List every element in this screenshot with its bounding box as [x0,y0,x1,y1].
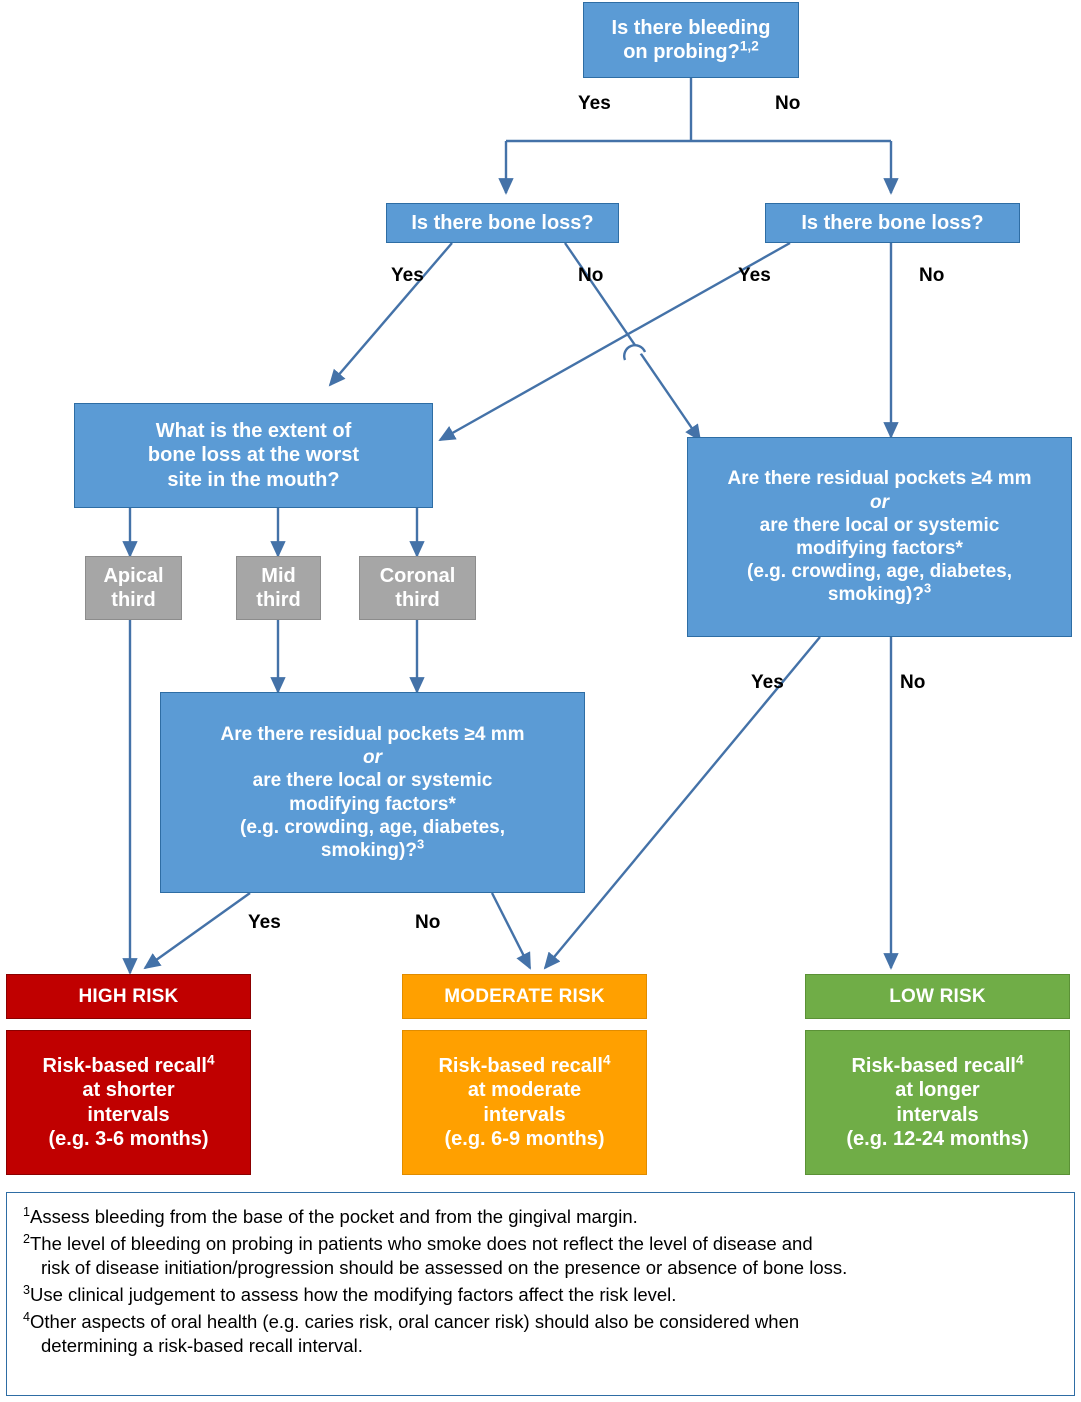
node-residual-pockets-left [160,692,585,893]
footnote-text: Assess bleeding from the base of the pocket and from the gingival margin. [30,1206,638,1227]
badge-high-risk [6,974,251,1019]
node-text: Is there bone loss? [411,211,594,234]
node-text: (e.g. crowding, age, diabetes, [747,561,1012,583]
node-text: (e.g. 12-24 months) [846,1127,1029,1150]
footnote-text: The level of bleeding on probing in patients who smoke does not reflect the level of disease and [30,1233,813,1255]
edge-label-left-bone-no: No [578,265,604,286]
node-bleeding-on-probing [583,2,799,78]
node-text: (e.g. 6-9 months) [444,1127,605,1150]
edge-label-right-bone-no: No [919,265,945,286]
node-coronal-third [359,556,476,620]
node-text: on probing? [623,41,740,63]
footnote-text: Use clinical judgement to assess how the modifying factors affect the risk level. [30,1284,677,1306]
footnote-text-continued: determining a risk-based recall interval. [41,1335,363,1357]
footnote-ref: 3 [923,581,932,597]
node-text: intervals [87,1103,170,1126]
node-text: third [395,589,440,611]
edge-label-bleeding-yes: Yes [578,93,611,114]
footnote-marker: 1 [23,1204,30,1219]
footnote-text-continued: risk of disease initiation/progression should be assessed on the presence or absence of bone loss. [41,1257,848,1279]
node-text: intervals [483,1103,566,1126]
node-text: smoking)? [827,584,924,606]
node-text: What is the extent of [155,419,352,442]
badge-moderate-risk [402,974,647,1019]
node-text: Risk-based recall [42,1054,207,1077]
node-text: LOW RISK [889,985,986,1007]
node-bone-loss-right [765,203,1020,243]
footnote-marker: 2 [23,1231,30,1246]
node-text: Are there residual pockets ≥4 mm [727,468,1032,490]
box-high-risk-recall [6,1030,251,1175]
edge-label-bleeding-no: No [775,93,801,114]
node-text: Mid [261,564,296,587]
node-text: Apical [103,564,164,587]
node-text: at longer [895,1079,980,1102]
footnote-1 [23,1205,1058,1229]
node-text: Risk-based recall [851,1054,1016,1077]
edge-label-left-bone-yes: Yes [391,265,424,286]
footnote-4 [23,1310,1058,1358]
node-bone-loss-left [386,203,619,243]
node-residual-pockets-right [687,437,1072,637]
edge-label-pockets-left-yes: Yes [248,912,281,933]
node-text: HIGH RISK [78,985,179,1007]
node-extent-of-bone-loss [74,403,433,508]
footnote-ref: 4 [602,1052,611,1068]
node-text: at moderate [467,1079,582,1102]
footnote-ref: 1,2 [739,38,759,54]
node-text: (e.g. 3-6 months) [48,1127,209,1150]
node-text: or [870,491,889,513]
edge-label-pockets-left-no: No [415,912,441,933]
node-text: third [111,589,156,611]
edge-label-pockets-right-yes: Yes [751,672,784,693]
footnote-2 [23,1232,1058,1280]
footnotes-panel [6,1192,1075,1396]
node-text: smoking)? [320,839,417,861]
node-text: are there local or systemic [252,770,493,792]
footnote-marker: 4 [23,1310,30,1325]
node-text: at shorter [82,1079,175,1102]
node-mid-third [236,556,321,620]
edge-label-right-bone-yes: Yes [738,265,771,286]
footnote-ref: 3 [416,836,425,852]
node-text: site in the mouth? [167,468,340,491]
node-text: modifying factors* [796,538,963,559]
footnote-3 [23,1283,1058,1307]
node-text: bone loss at the worst [147,444,360,467]
node-text: Coronal [379,564,456,587]
node-text: (e.g. crowding, age, diabetes, [240,816,505,838]
node-text: third [256,589,301,611]
node-apical-third [85,556,182,620]
node-text: Risk-based recall [438,1054,603,1077]
box-moderate-risk-recall [402,1030,647,1175]
node-text: intervals [896,1103,979,1126]
footnote-marker: 3 [23,1282,30,1297]
node-text: are there local or systemic [759,514,1000,536]
node-text: modifying factors* [289,793,456,815]
node-text: Are there residual pockets ≥4 mm [220,723,525,745]
node-text: or [363,747,382,769]
badge-low-risk [805,974,1070,1019]
edge-label-pockets-right-no: No [900,672,926,693]
footnote-text: Other aspects of oral health (e.g. caries risk, oral cancer risk) should also be considered when [30,1311,800,1333]
node-text: MODERATE RISK [444,985,605,1007]
node-text: Is there bleeding [611,16,771,39]
footnote-ref: 4 [1015,1052,1024,1068]
box-low-risk-recall [805,1030,1070,1175]
footnote-ref: 4 [206,1052,215,1068]
node-text: Is there bone loss? [801,211,984,234]
